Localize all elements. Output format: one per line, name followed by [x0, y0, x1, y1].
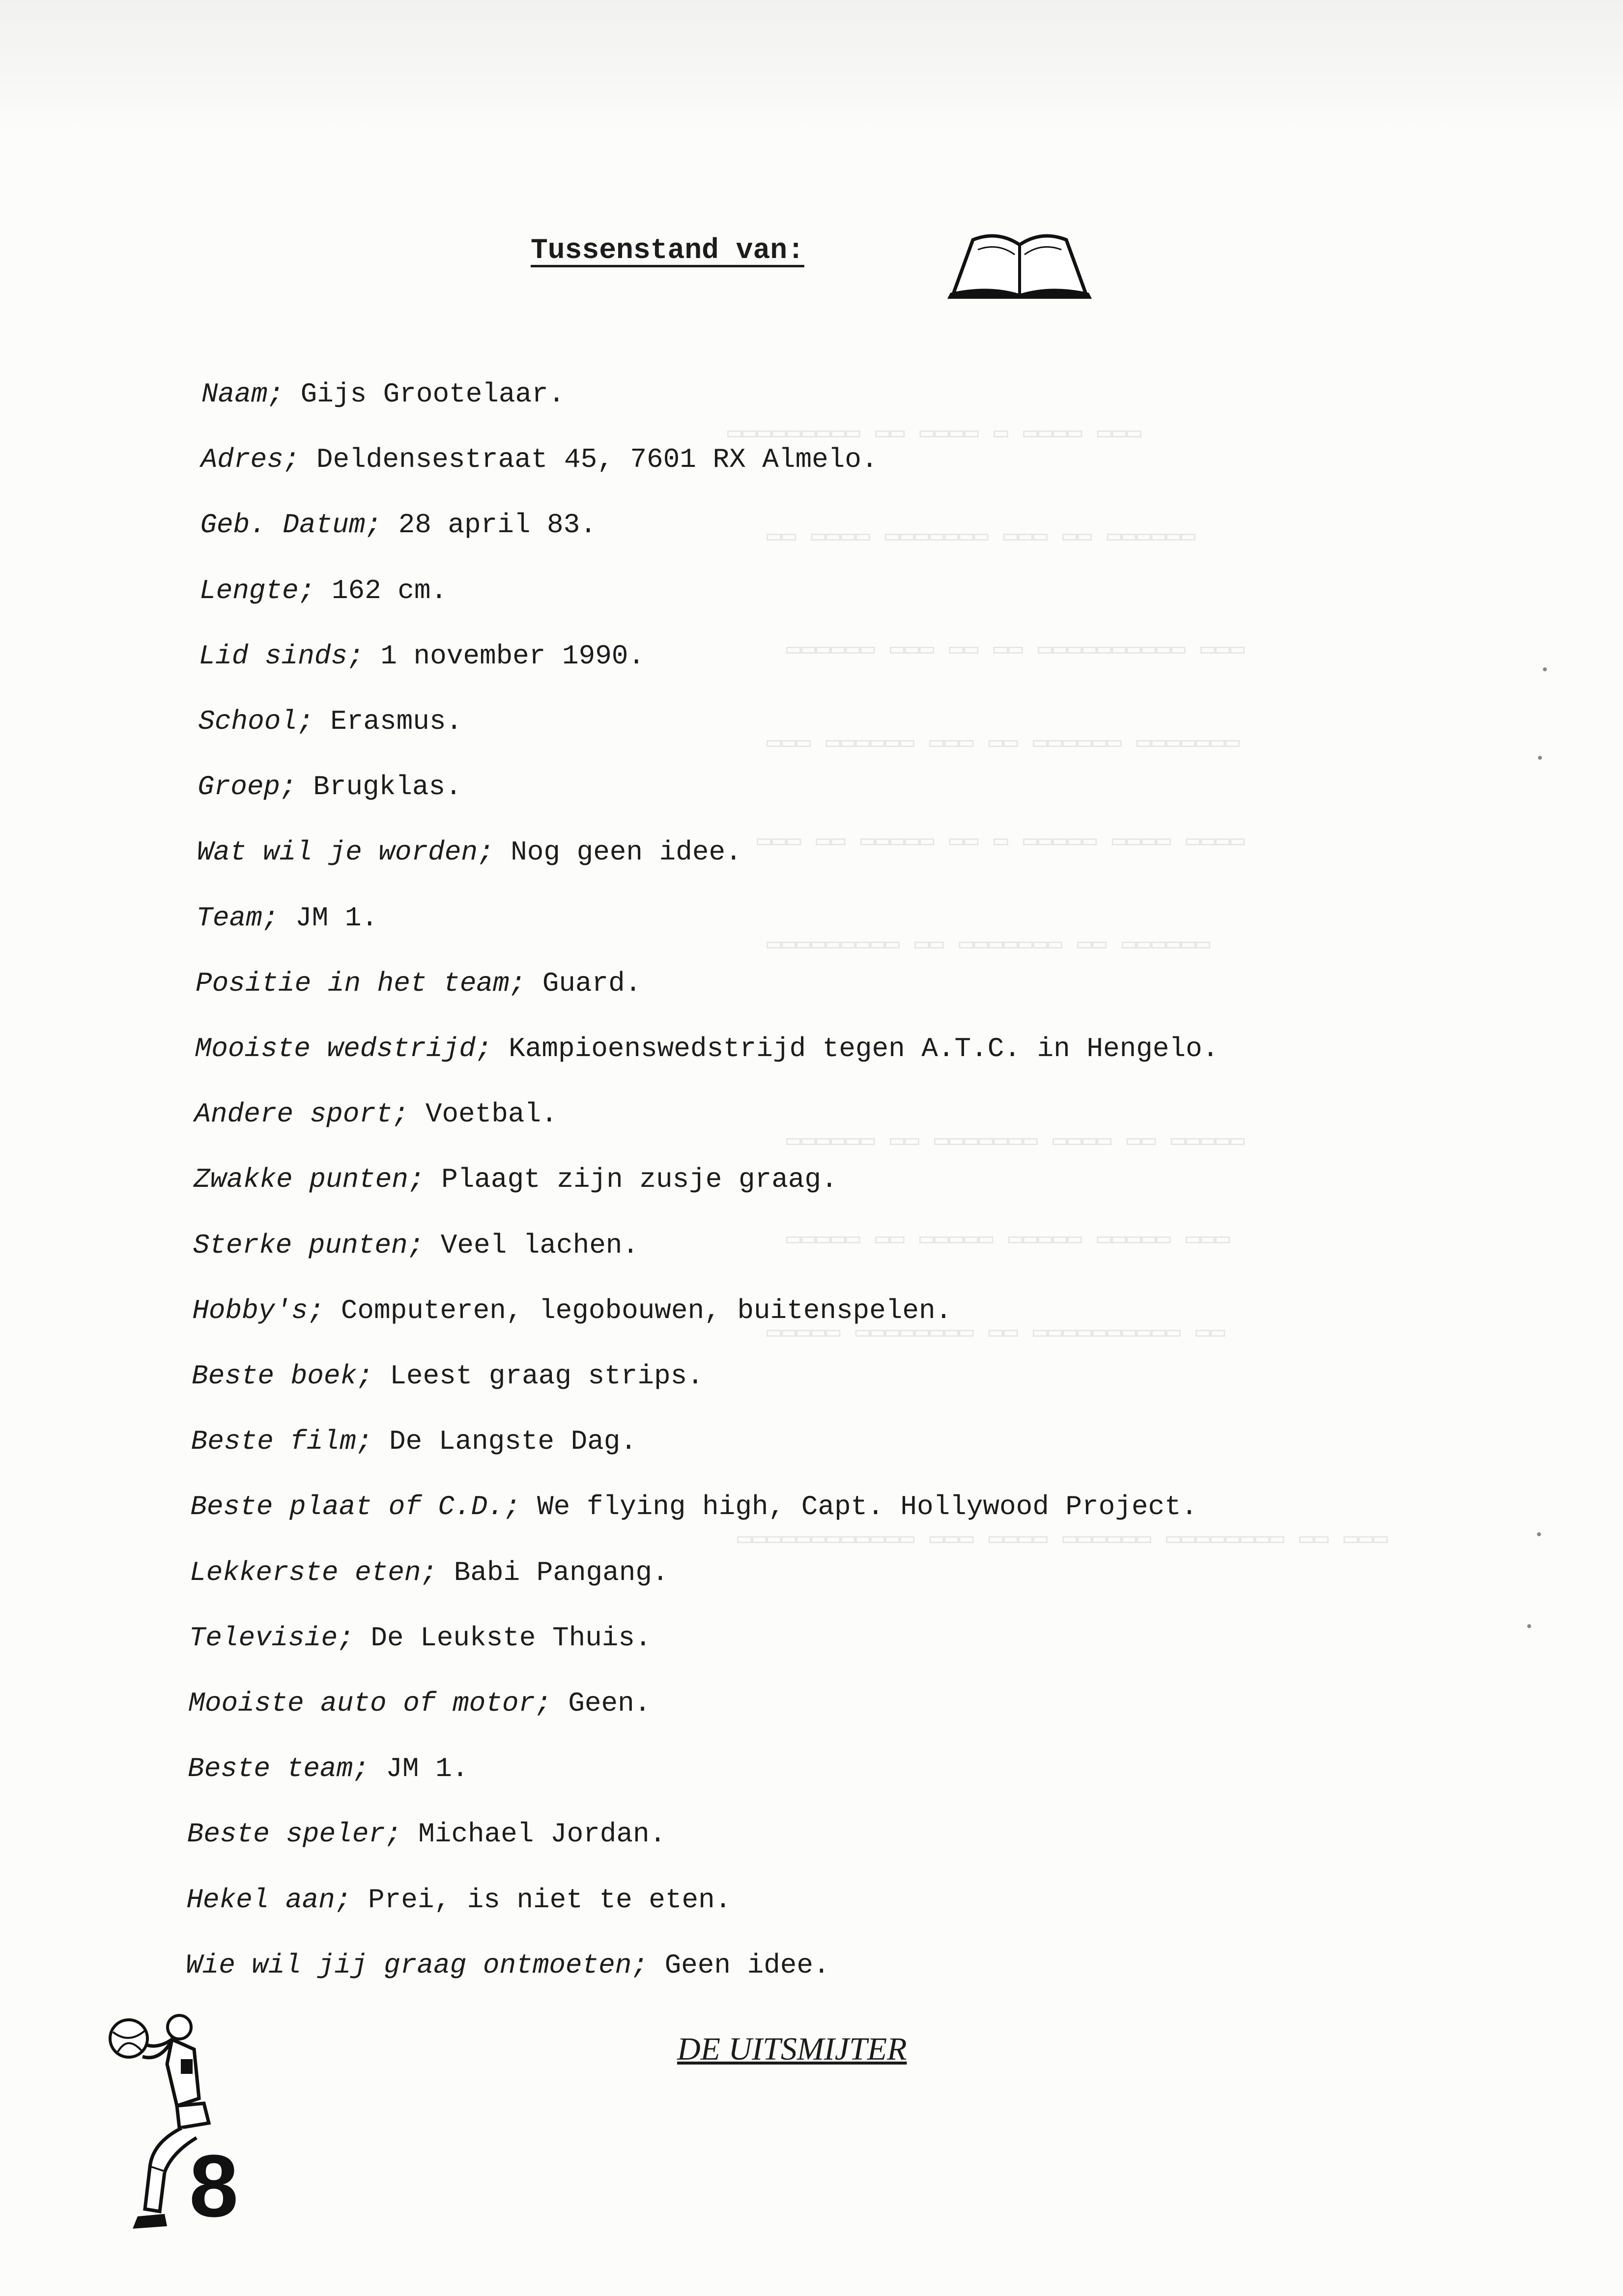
field-row [186, 1884, 731, 1916]
field-value: 28 april 83. [398, 509, 597, 541]
field-label: Beste boek; [192, 1360, 373, 1392]
field-value: 162 cm. [331, 574, 448, 606]
field-row [192, 1360, 704, 1392]
field-row [191, 1426, 637, 1457]
field-value: JM 1. [386, 1753, 469, 1785]
field-value: Babi Pangang. [454, 1556, 669, 1588]
field-value: Voetbal. [425, 1098, 558, 1130]
show-through: ▭▭▭▭▭▭ ▭▭ ▭▭▭ ▭▭▭▭▭▭▭ ▭▭▭▭ ▭▭ [767, 521, 1196, 549]
field-label: Team; [196, 902, 279, 934]
field-label: Televisie; [189, 1622, 354, 1654]
scan-speck [1537, 1532, 1541, 1536]
scan-speck [1538, 756, 1542, 760]
show-through: ▭▭▭▭ ▭▭▭▭ ▭▭▭▭▭ ▭ ▭▭ ▭▭▭▭▭ ▭▭ ▭▭▭ [757, 826, 1245, 854]
field-row [190, 1491, 1197, 1522]
field-label: Wie wil jij graag ontmoeten; [186, 1949, 648, 1981]
field-label: Positie in het team; [196, 967, 526, 999]
field-label: Beste film; [191, 1426, 373, 1458]
field-value: Veel lachen. [440, 1229, 639, 1261]
field-value: Computeren, legobouwen, buitenspelen. [341, 1294, 952, 1326]
field-label: Adres; [200, 444, 300, 476]
show-through: ▭▭▭▭▭ ▭▭ ▭▭▭▭ ▭▭▭▭▭▭▭ ▭▭ ▭▭▭▭▭▭ [786, 1125, 1245, 1154]
field-row [198, 706, 462, 737]
field-value: Gijs Grootelaar. [300, 378, 565, 410]
field-row [189, 1622, 652, 1654]
scan-shadow [0, 0, 1623, 133]
open-book-icon [943, 220, 1096, 304]
field-value: Prei, is niet te eten. [368, 1884, 732, 1916]
field-label: Lengte; [199, 574, 315, 606]
field-label: Lekkerste eten; [190, 1556, 438, 1588]
scan-speck [1543, 667, 1547, 671]
field-row [188, 1688, 651, 1719]
show-through: ▭▭▭▭▭▭ ▭▭ ▭▭▭▭▭▭▭ ▭▭ ▭▭▭▭▭▭▭▭▭ [767, 929, 1211, 957]
field-value: Geen idee. [664, 1949, 830, 1981]
field-label: Wat wil je worden; [197, 836, 494, 868]
field-label: Andere sport; [194, 1098, 409, 1130]
show-through: ▭▭▭ ▭▭▭▭▭ ▭▭▭▭▭ ▭▭▭▭▭ ▭▭ ▭▭▭▭▭ [786, 1224, 1230, 1252]
show-through: ▭▭▭ ▭▭ ▭▭▭▭▭▭▭▭ ▭▭▭▭▭▭ ▭▭▭▭ ▭▭▭ ▭▭▭▭▭▭▭▭▭▭▭▭ [737, 1523, 1388, 1552]
field-value: De Langste Dag. [389, 1426, 637, 1458]
scan-speck [1527, 1624, 1531, 1628]
field-label: Groep; [198, 771, 297, 803]
publication-name: DE UITSMIJTER [677, 2031, 907, 2067]
field-row [190, 1557, 669, 1588]
field-row [192, 1295, 952, 1326]
field-label: Mooiste wedstrijd; [195, 1033, 492, 1064]
field-value: Leest graag strips. [390, 1360, 704, 1392]
page-title: Tussenstand van: [531, 235, 804, 267]
field-label: Geb. Datum; [200, 509, 382, 541]
field-row [195, 1033, 1219, 1064]
field-row [201, 378, 565, 410]
field-row [187, 1818, 666, 1850]
field-label: Naam; [201, 378, 285, 410]
field-row [201, 444, 878, 475]
page-number: 8 [189, 2137, 239, 2236]
field-value: Plaagt zijn zusje graag. [441, 1164, 838, 1196]
field-label: Hobby's; [192, 1294, 325, 1326]
field-label: Zwakke punten; [194, 1164, 425, 1196]
field-label: School; [198, 706, 314, 737]
field-row [200, 509, 597, 541]
show-through: ▭▭▭▭▭▭▭ ▭▭▭▭▭▭ ▭▭ ▭▭▭ ▭▭▭▭▭▭ ▭▭▭ [767, 727, 1240, 756]
field-value: Geen. [568, 1688, 651, 1719]
field-label: Hekel aan; [186, 1884, 352, 1916]
field-label: Beste plaat of C.D.; [190, 1491, 521, 1523]
field-label: Beste speler; [187, 1818, 402, 1850]
field-value: Kampioenswedstrijd tegen A.T.C. in Hengelo. [509, 1033, 1219, 1064]
field-value: Guard. [542, 967, 642, 999]
field-label: Mooiste auto of motor; [188, 1688, 552, 1719]
show-through: ▭▭ ▭▭▭▭▭▭▭▭▭▭ ▭▭ ▭▭▭▭▭▭▭▭ ▭▭▭▭▭ [767, 1317, 1225, 1346]
field-row [199, 575, 447, 606]
field-value: We flying high, Capt. Hollywood Project. [537, 1491, 1198, 1523]
field-value: Michael Jordan. [418, 1818, 666, 1850]
field-label: Beste team; [188, 1753, 370, 1785]
field-row [197, 836, 742, 868]
show-through: ▭▭▭ ▭▭▭▭▭▭▭▭▭▭ ▭▭ ▭▭ ▭▭▭ ▭▭▭▭▭▭ [786, 634, 1245, 662]
field-row [194, 1098, 557, 1130]
field-value: Erasmus. [330, 706, 463, 737]
field-label: Sterke punten; [193, 1229, 425, 1261]
field-value: 1 november 1990. [380, 640, 645, 672]
field-row [194, 1164, 838, 1195]
field-row [198, 771, 462, 803]
field-label: Lid sinds; [199, 640, 364, 672]
field-value: Brugklas. [313, 771, 462, 803]
show-through: ▭▭▭ ▭▭▭▭ ▭ ▭▭▭▭ ▭▭ ▭▭▭▭▭▭▭▭▭ [727, 418, 1141, 446]
field-row [196, 902, 378, 934]
field-value: Deldensestraat 45, 7601 RX Almelo. [316, 444, 878, 476]
field-row [199, 640, 645, 672]
field-row [196, 968, 641, 999]
field-value: De Leukste Thuis. [370, 1622, 652, 1654]
field-row [193, 1230, 639, 1261]
field-value: JM 1. [295, 902, 378, 934]
field-value: Nog geen idee. [511, 836, 742, 868]
field-row [188, 1753, 468, 1784]
field-row [186, 1950, 830, 1981]
